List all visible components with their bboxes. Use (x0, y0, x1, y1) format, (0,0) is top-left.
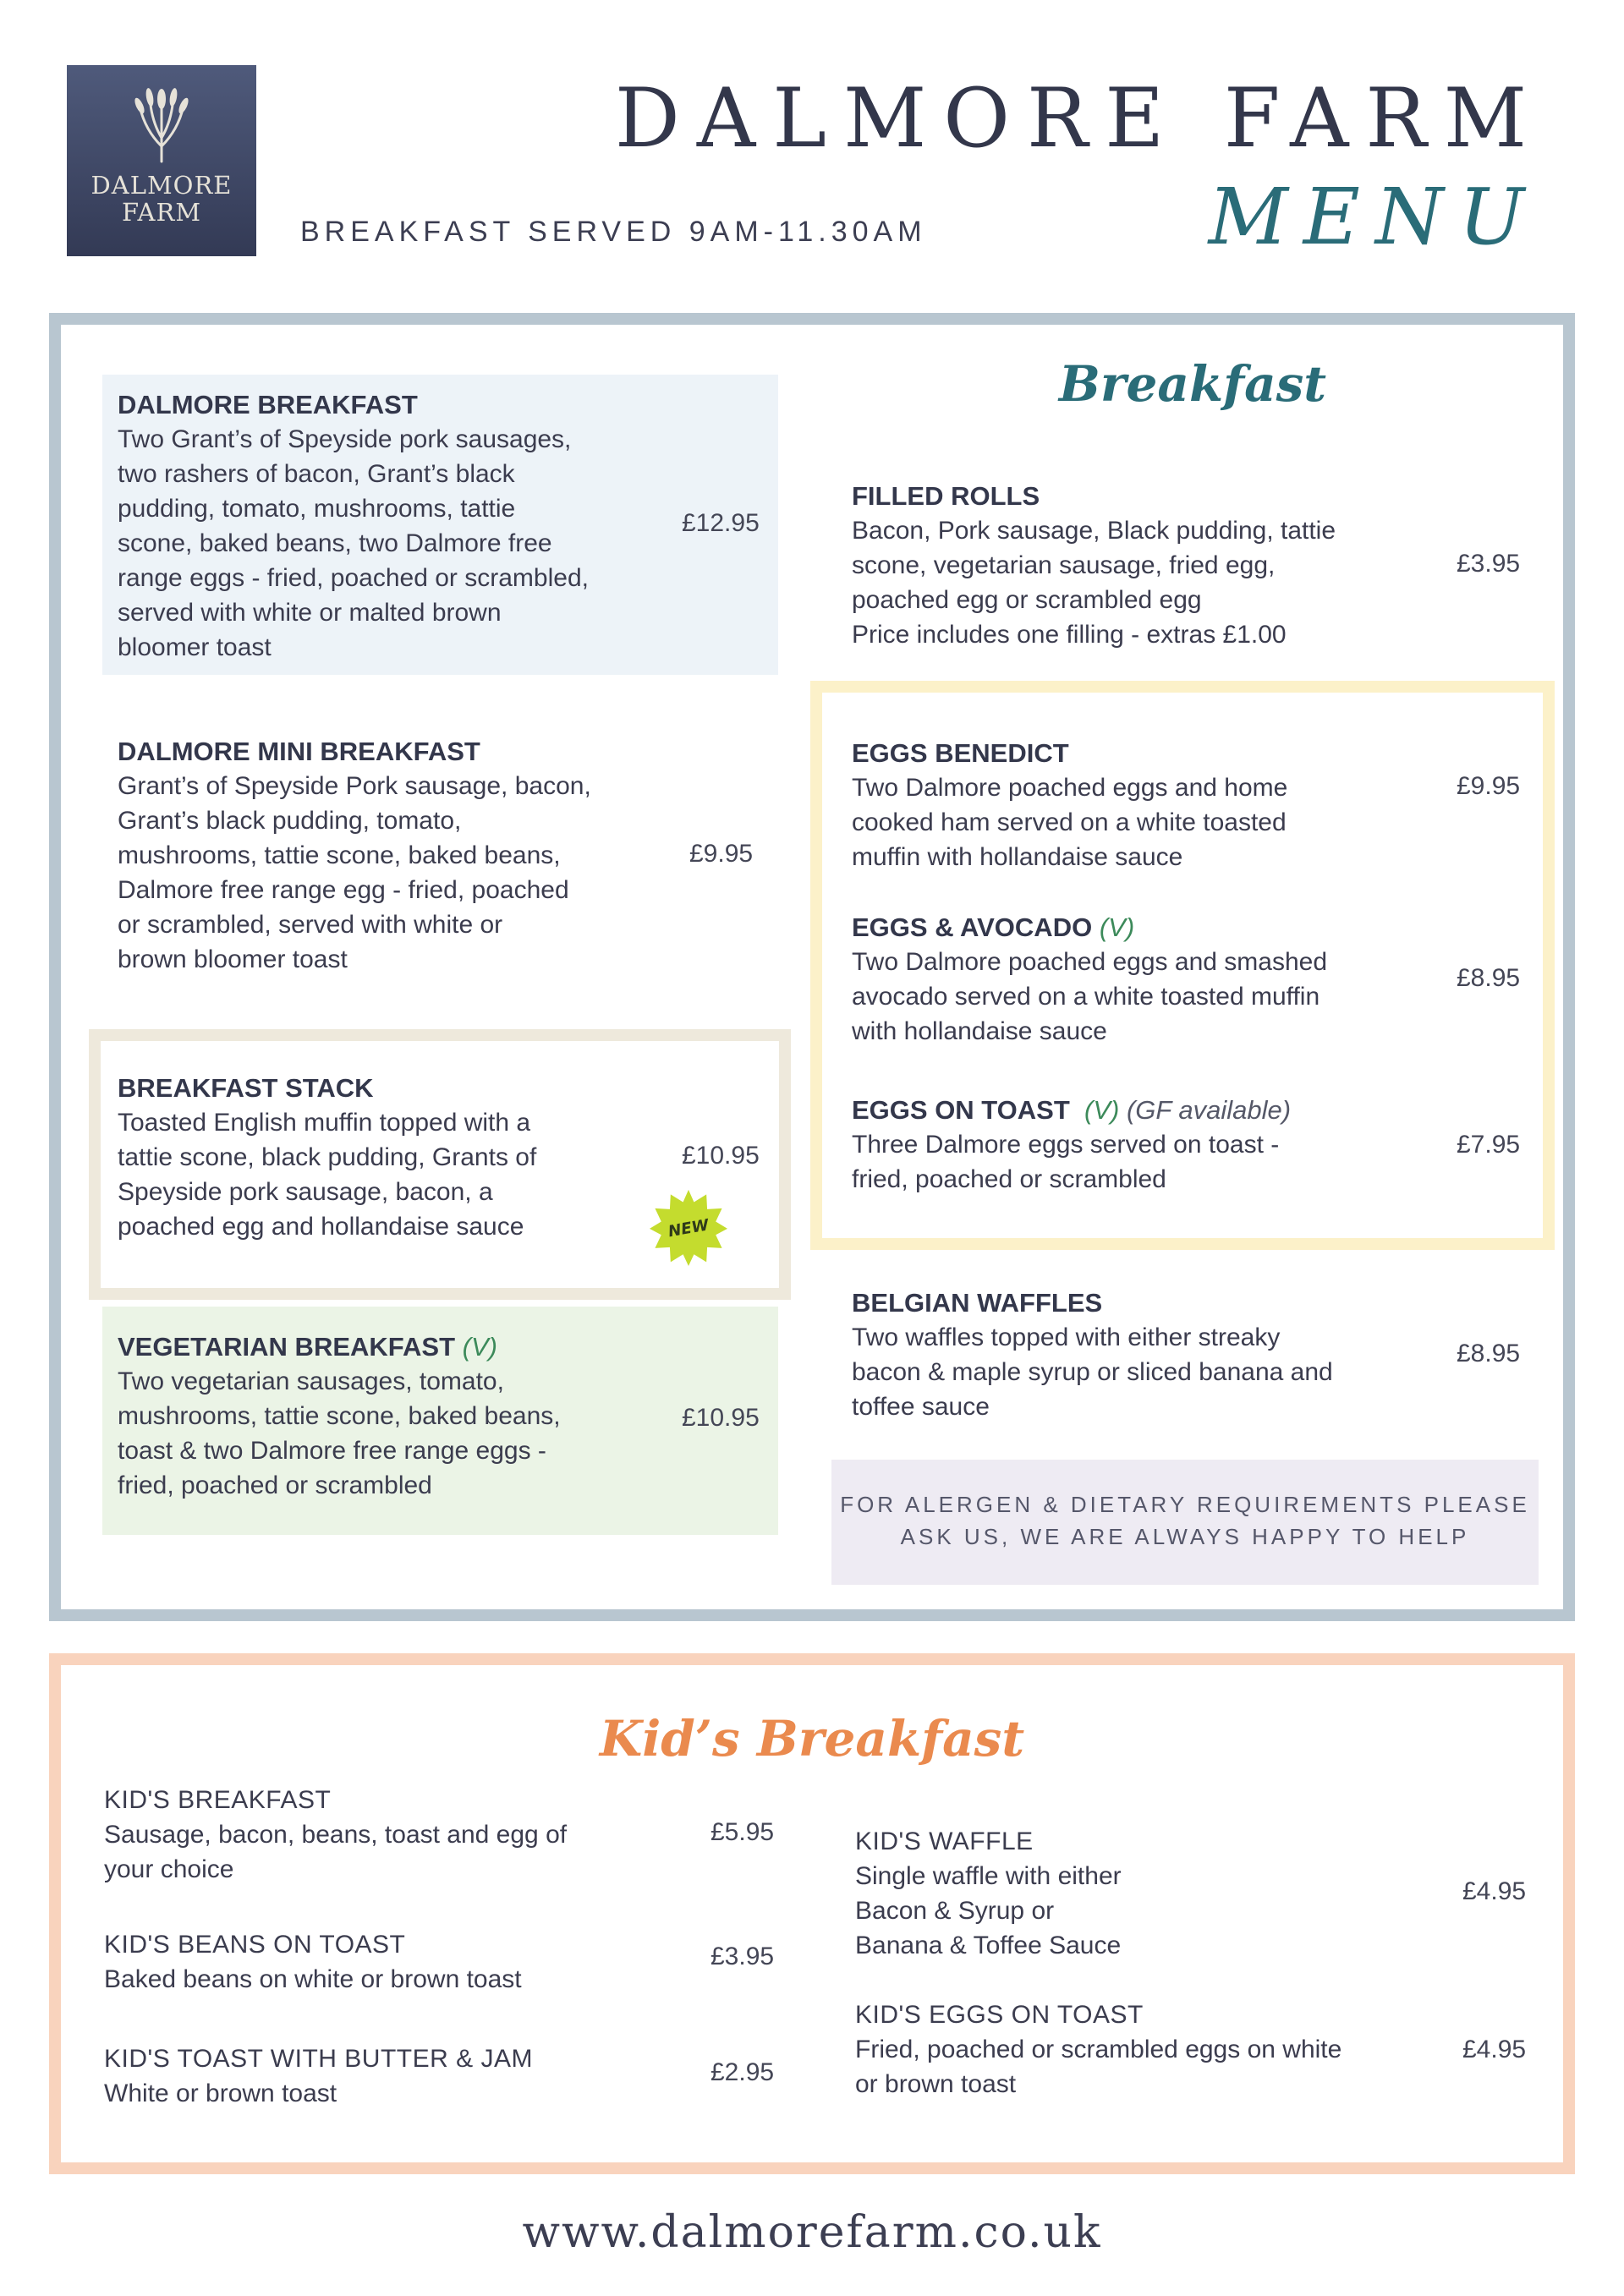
item-desc: Toasted English muffin topped with a tattie scone, black pudding, Grants of Speyside pork sausage, bacon, a poached egg and hollandaise sauce (118, 1109, 537, 1241)
menu-title: MENU (1208, 172, 1539, 262)
vegetarian-tag: (V) (1099, 912, 1135, 942)
kid-item (104, 2041, 533, 2111)
item-name: BELGIAN WAFFLES (852, 1288, 1103, 1318)
vegetarian-tag: (V) (462, 1332, 497, 1362)
item-desc: Baked beans on white or brown toast (104, 1965, 522, 1993)
item-price: £5.95 (710, 1818, 775, 1846)
kid-item (855, 1824, 1122, 1963)
item-name: DALMORE BREAKFAST (118, 390, 418, 419)
item-desc: Single waffle with either Bacon & Syrup or Banana & Toffee Sauce (855, 1862, 1122, 1959)
menu-item (852, 1093, 1291, 1197)
item-name: FILLED ROLLS (852, 481, 1040, 511)
item-price: £12.95 (682, 509, 760, 537)
item-price: £10.95 (682, 1404, 760, 1432)
served-times: BREAKFAST SERVED 9AM-11.30AM (300, 216, 927, 248)
item-price: £4.95 (1462, 2036, 1527, 2063)
item-desc: Three Dalmore eggs served on toast - fried, poached or scrambled (852, 1131, 1280, 1193)
item-desc: Two Dalmore poached eggs and home cooked ham served on a white toasted muffin with hollandaise sauce (852, 774, 1288, 871)
item-desc: Sausage, bacon, beans, toast and egg of your choice (104, 1821, 568, 1883)
item-name: KID'S EGGS ON TOAST (855, 2001, 1144, 2029)
menu-item (852, 1285, 1333, 1424)
item-name: BREAKFAST STACK (118, 1073, 374, 1103)
kid-item (104, 1783, 567, 1887)
menu-item (118, 734, 591, 977)
item-price: £8.95 (1457, 964, 1521, 992)
menu-item (852, 910, 1327, 1049)
item-desc: Bacon, Pork sausage, Black pudding, tattie scone, vegetarian sausage, fried egg, poached egg or scrambled egg Price includes one filling - extras £1.00 (852, 517, 1336, 649)
item-price: £10.95 (682, 1142, 760, 1170)
logo-line1: DALMORE (91, 171, 233, 200)
item-price: £3.95 (1457, 550, 1521, 578)
item-price: £7.95 (1457, 1131, 1521, 1159)
item-price: £2.95 (710, 2058, 775, 2086)
menu-item (118, 387, 589, 665)
menu-item (118, 1329, 561, 1503)
page-title: DALMORE FARM (614, 71, 1544, 166)
item-desc: White or brown toast (104, 2080, 337, 2107)
wheat-icon (128, 87, 195, 163)
item-name: EGGS & AVOCADO (V) (852, 912, 1135, 942)
item-price: £3.95 (710, 1943, 775, 1970)
kid-item (855, 1997, 1341, 2101)
menu-item (118, 1071, 536, 1244)
logo-line2: FARM (121, 198, 202, 227)
item-name: KID'S BEANS ON TOAST (104, 1931, 406, 1959)
gluten-free-tag: (GF available) (1126, 1095, 1292, 1125)
item-desc: Grant’s of Speyside Pork sausage, bacon, Grant’s black pudding, tomato, mushrooms, tattie scone, baked beans, Dalmore free range egg - fried, poached or scrambled, served with white or brown bloomer toast (118, 772, 591, 973)
item-desc: Two vegetarian sausages, tomato, mushrooms, tattie scone, baked beans, toast & two Dalmore free range eggs - fried, poached or scrambled (118, 1367, 561, 1499)
item-name: KID'S TOAST WITH BUTTER & JAM (104, 2045, 533, 2073)
kid-item (104, 1927, 522, 1997)
allergen-note (831, 1460, 1539, 1585)
item-price: £4.95 (1462, 1877, 1527, 1905)
vegetarian-tag: (V) (1084, 1095, 1120, 1125)
item-desc: Two Dalmore poached eggs and smashed avocado served on a white toasted muffin with hollandaise sauce (852, 948, 1328, 1045)
item-name: KID'S BREAKFAST (104, 1786, 332, 1814)
new-badge (650, 1188, 727, 1266)
item-price: £9.95 (689, 840, 754, 868)
item-desc: Two waffles topped with either streaky bacon & maple syrup or sliced banana and toffee sauce (852, 1323, 1333, 1421)
item-price: £9.95 (1457, 772, 1521, 800)
allergen-line: FOR ALERGEN & DIETARY REQUIREMENTS PLEASE (840, 1492, 1530, 1517)
item-desc: Fried, poached or scrambled eggs on white or brown toast (855, 2036, 1342, 2098)
item-name: EGGS BENEDICT (852, 738, 1069, 768)
badge-label: NEW (667, 1216, 710, 1241)
item-name: DALMORE MINI BREAKFAST (118, 737, 480, 766)
kids-heading: Kid’s Breakfast (599, 1710, 1025, 1767)
item-desc: Two Grant’s of Speyside pork sausages, two rashers of bacon, Grant’s black pudding, tomato, mushrooms, tattie scone, baked beans, two Dalmore free range eggs - fried, poached or scrambled, served with white or malted brown bloomer toast (118, 425, 589, 661)
menu-item (852, 736, 1287, 874)
allergen-line: ASK US, WE ARE ALWAYS HAPPY TO HELP (900, 1524, 1470, 1549)
item-price: £8.95 (1457, 1340, 1521, 1367)
item-name: KID'S WAFFLE (855, 1827, 1034, 1855)
breakfast-heading: Breakfast (1058, 355, 1327, 413)
logo (67, 65, 256, 256)
website-link[interactable]: www.dalmorefarm.co.uk (522, 2207, 1102, 2258)
menu-item (852, 479, 1336, 652)
item-name: VEGETARIAN BREAKFAST (V) (118, 1332, 497, 1362)
item-name: EGGS ON TOAST (V) (GF available) (852, 1095, 1292, 1125)
